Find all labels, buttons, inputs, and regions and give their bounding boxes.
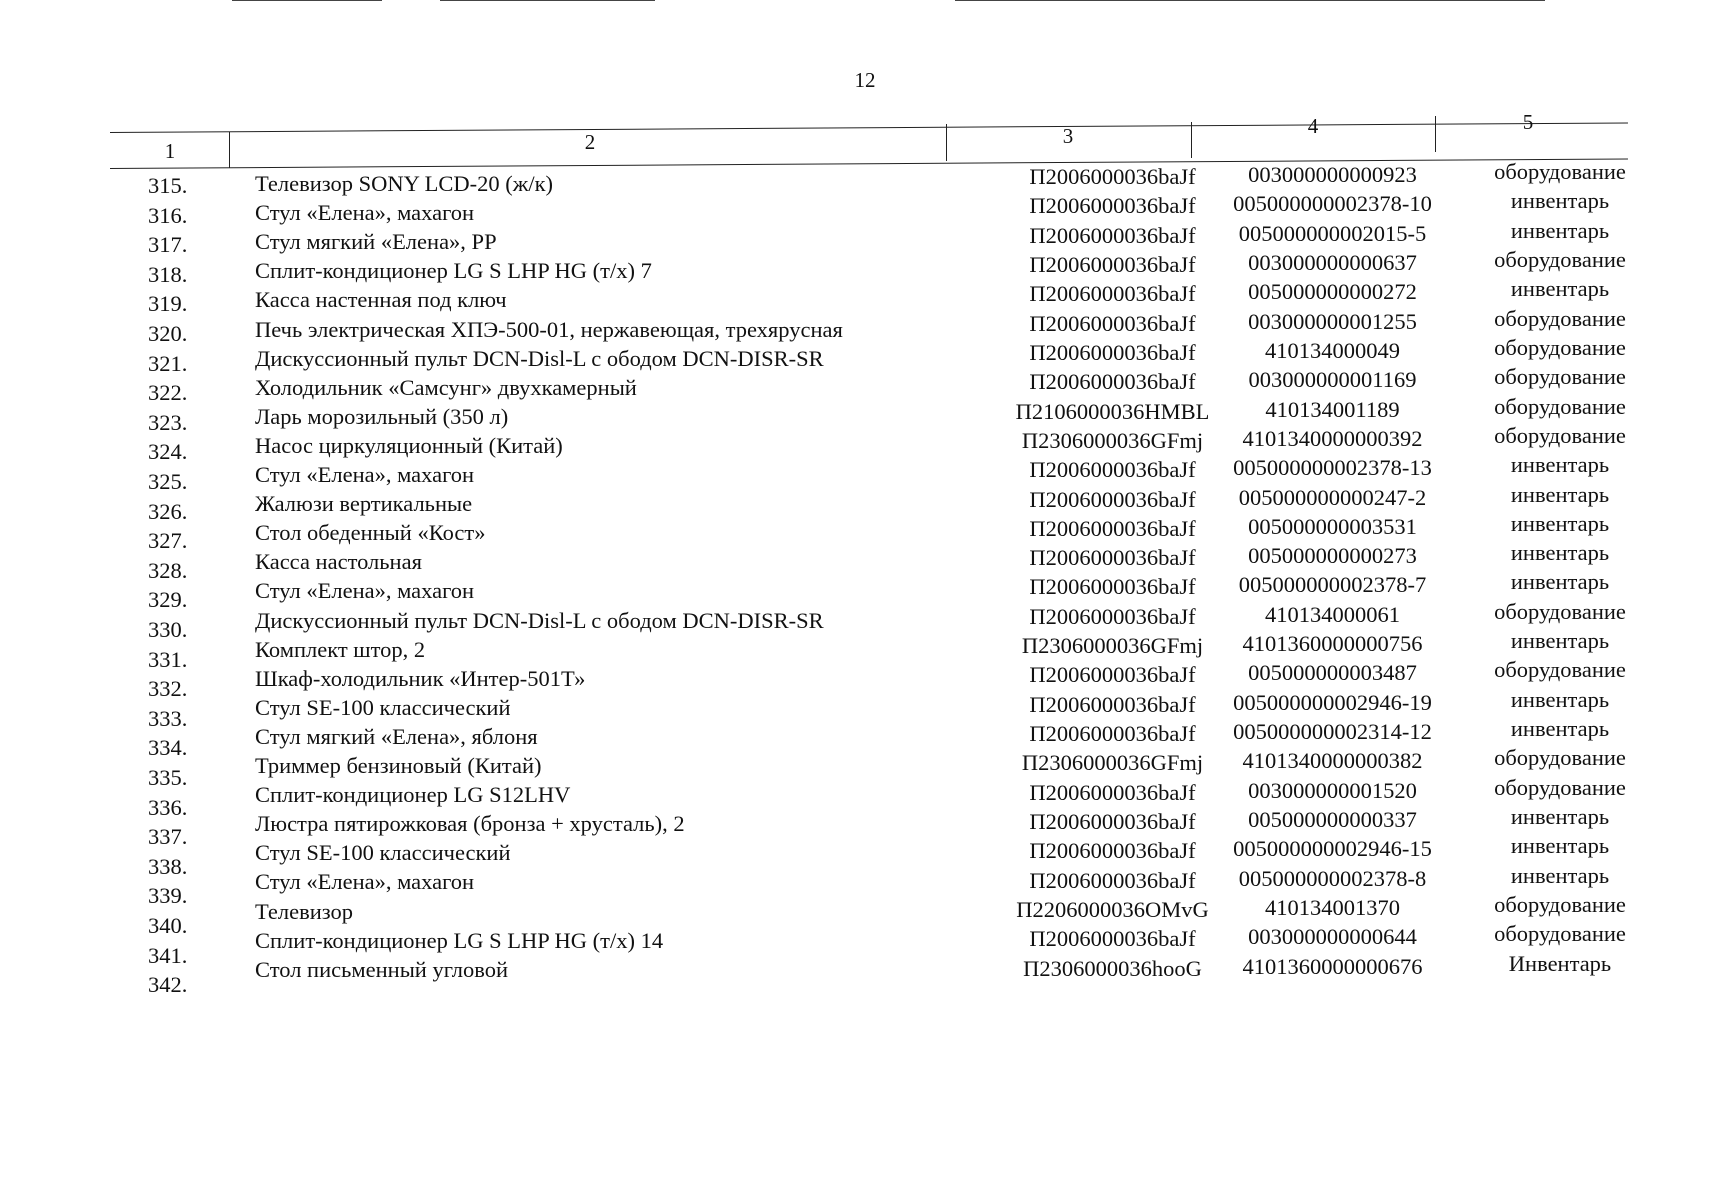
item-category: оборудование [1494,921,1626,947]
item-name: Касса настенная под ключ [255,287,507,313]
item-category: инвентарь [1510,188,1610,214]
item-code: П2006000036baJf [1029,721,1196,747]
item-category: оборудование [1494,246,1626,272]
inventory-number: 410134001189 [1265,396,1400,422]
item-name: Триммер бензиновый (Китай) [255,753,542,778]
inventory-number: 005000000003487 [1248,660,1417,686]
inventory-number: 003000000001169 [1248,367,1417,393]
item-category: оборудование [1494,305,1626,331]
item-name: Печь электрическая ХПЭ-500-01, нержавеющая, трехярусная [255,316,843,342]
inventory-number: 003000000000644 [1248,924,1417,950]
item-code: П2006000036baJf [1029,779,1196,805]
row-number: 315. [148,173,188,198]
item-category: инвентарь [1510,569,1610,595]
item-code: П2006000036baJf [1029,339,1196,365]
row-number: 340. [148,913,188,938]
item-code: П2306000036GFmj [1021,633,1204,659]
item-category: оборудование [1494,657,1626,683]
item-category: оборудование [1494,598,1626,624]
item-category: инвентарь [1510,276,1610,302]
inventory-number: 005000000002378-13 [1233,455,1432,481]
item-code: П2006000036baJf [1029,193,1196,219]
column-header-4: 4 [1307,114,1319,138]
row-number: 329. [148,587,188,613]
inventory-number: 410134001370 [1265,895,1400,920]
item-category: оборудование [1494,393,1626,419]
item-code: П2006000036baJf [1029,691,1196,717]
inventory-number: 4101340000000392 [1242,425,1423,451]
inventory-number: 005000000002378-8 [1238,865,1427,891]
item-category: оборудование [1494,422,1626,448]
item-code: П2206000036OMvG [1016,897,1209,922]
row-number: 341. [148,942,188,968]
item-name: Стол письменный угловой [255,956,509,982]
inventory-number: 005000000002015-5 [1238,220,1427,246]
item-name: Касса настольная [255,549,422,575]
column-divider [946,124,947,161]
row-number: 326. [148,498,188,524]
item-code: П2006000036baJf [1029,574,1196,600]
scan-artifact-line [440,0,655,1]
inventory-number: 005000000000273 [1248,543,1417,569]
item-category: оборудование [1494,364,1626,390]
item-code: П2006000036baJf [1029,515,1196,541]
row-number: 339. [148,883,188,909]
item-code: П2006000036baJf [1029,369,1196,395]
row-number: 336. [148,794,188,820]
item-category: инвентарь [1510,716,1610,742]
inventory-number: 003000000000923 [1248,162,1417,187]
item-code: П2006000036baJf [1029,838,1196,864]
table-top-rule [110,122,1628,133]
inventory-number: 4101360000000756 [1242,631,1423,657]
item-category: оборудование [1494,745,1626,771]
column-divider [1435,116,1436,152]
item-category: инвентарь [1510,804,1610,830]
column-header-5: 5 [1522,110,1534,134]
item-category: инвентарь [1510,540,1610,566]
column-header-3: 3 [1062,124,1074,148]
column-divider [1191,122,1192,158]
inventory-number: 003000000001255 [1248,308,1417,334]
item-code: П2006000036baJf [1029,603,1196,629]
item-code: П2006000036baJf [1029,545,1196,571]
item-code: П2306000036GFmj [1021,427,1204,453]
item-name: Стул мягкий «Елена», яблоня [255,723,538,749]
row-number: 325. [148,469,188,494]
item-category: оборудование [1494,892,1626,917]
row-number: 330. [148,617,188,642]
item-name: Стул «Елена», махагон [255,462,475,487]
item-name: Стол обеденный «Кост» [255,520,486,546]
row-number: 320. [148,321,188,346]
inventory-number: 005000000003531 [1248,513,1417,539]
item-category: оборудование [1494,334,1626,360]
inventory-number: 005000000000247-2 [1238,484,1427,510]
item-code: П2106000036HMBL [1015,398,1210,424]
item-category: инвентарь [1510,217,1610,243]
item-code: П2006000036baJf [1029,926,1196,952]
item-name: Стул SE-100 классический [255,840,511,866]
inventory-number: 003000000001520 [1248,777,1417,803]
column-header-1: 1 [164,139,176,163]
item-name: Стул SE-100 классический [255,694,511,720]
row-number: 331. [148,646,188,672]
item-name: Стул «Елена», махагон [255,200,475,226]
item-name: Стул «Елена», махагон [255,869,475,895]
item-name: Телевизор [255,898,354,924]
inventory-number: 005000000002946-15 [1233,836,1432,862]
row-number: 342. [148,972,188,998]
item-category: инвентарь [1510,452,1610,478]
inventory-number: 005000000002378-10 [1233,191,1432,217]
row-number: 317. [148,232,188,258]
column-divider [229,132,230,168]
item-name: Дискуссионный пульт DCN-Disl-L с ободом DCN-DISR-SR [255,607,824,633]
scan-artifact-line [955,0,1545,1]
inventory-number: 4101360000000676 [1242,953,1423,979]
row-number: 328. [148,557,188,583]
item-code: П2006000036baJf [1029,222,1196,248]
row-number: 321. [148,350,188,376]
item-name: Насос циркуляционный (Китай) [255,432,563,458]
item-name: Стул мягкий «Елена», РР [255,229,497,255]
inventory-number: 005000000002378-7 [1238,572,1427,598]
row-number: 333. [148,705,188,731]
item-name: Шкаф-холодильник «Интер-501Т» [255,665,586,691]
item-code: П2006000036baJf [1029,310,1196,336]
item-code: П2306000036hooG [1023,955,1202,981]
item-name: Сплит-кондиционер LG S LHP HG (т/х) 7 [255,258,652,284]
item-category: инвентарь [1510,510,1610,536]
item-name: Жалюзи вертикальные [255,491,473,517]
inventory-number: 005000000000337 [1248,807,1417,833]
column-header-2: 2 [584,130,596,154]
inventory-number: 005000000000272 [1248,279,1417,305]
item-code: П2006000036baJf [1029,486,1196,512]
item-name: Ларь морозильный (350 л) [255,403,509,429]
item-category: инвентарь [1510,686,1610,712]
row-number: 323. [148,409,188,435]
item-category: инвентарь [1510,481,1610,507]
inventory-number: 410134000061 [1265,601,1400,627]
row-number: 332. [148,676,188,702]
inventory-number: 4101340000000382 [1242,748,1423,774]
inventory-number: 003000000000637 [1248,249,1417,275]
item-category: оборудование [1494,774,1626,800]
row-number: 327. [148,528,188,554]
item-code: П2006000036baJf [1029,251,1196,277]
item-category: инвентарь [1510,628,1610,654]
item-category: Инвентарь [1508,950,1612,976]
item-category: инвентарь [1510,862,1610,888]
item-name: Комплект штор, 2 [255,636,426,662]
item-category: инвентарь [1510,833,1610,859]
item-name: Дискуссионный пульт DCN-Disl-L с ободом DCN-DISR-SR [255,345,824,371]
item-code: П2006000036baJf [1029,281,1196,307]
item-code: П2006000036baJf [1029,662,1196,688]
item-category: оборудование [1494,159,1626,184]
item-name: Телевизор SONY LCD-20 (ж/к) [255,171,554,196]
row-number: 324. [148,439,188,465]
item-code: П2006000036baJf [1029,457,1196,483]
row-number: 334. [148,735,188,761]
item-name: Люстра пятирожковая (бронза + хрусталь), 2 [255,811,685,837]
item-name: Сплит-кондиционер LG S12LHV [255,782,571,808]
row-number: 318. [148,261,188,287]
item-code: П2006000036baJf [1029,809,1196,835]
row-number: 335. [148,765,188,790]
item-name: Холодильник «Самсунг» двухкамерный [255,374,637,400]
item-code: П2006000036baJf [1029,164,1196,189]
inventory-number: 005000000002314-12 [1233,719,1432,745]
row-number: 337. [148,824,188,850]
row-number: 319. [148,291,188,317]
row-number: 338. [148,853,188,879]
row-number: 322. [148,380,188,406]
item-code: П2306000036GFmj [1021,750,1204,776]
page-number: 12 [854,68,876,92]
scan-artifact-line [232,0,382,1]
inventory-number: 410134000049 [1265,337,1400,363]
inventory-number: 005000000002946-19 [1233,689,1432,715]
item-name: Стул «Елена», махагон [255,578,475,604]
row-number: 316. [148,202,188,228]
item-name: Сплит-кондиционер LG S LHP HG (т/х) 14 [255,927,664,953]
item-code: П2006000036baJf [1029,867,1196,893]
